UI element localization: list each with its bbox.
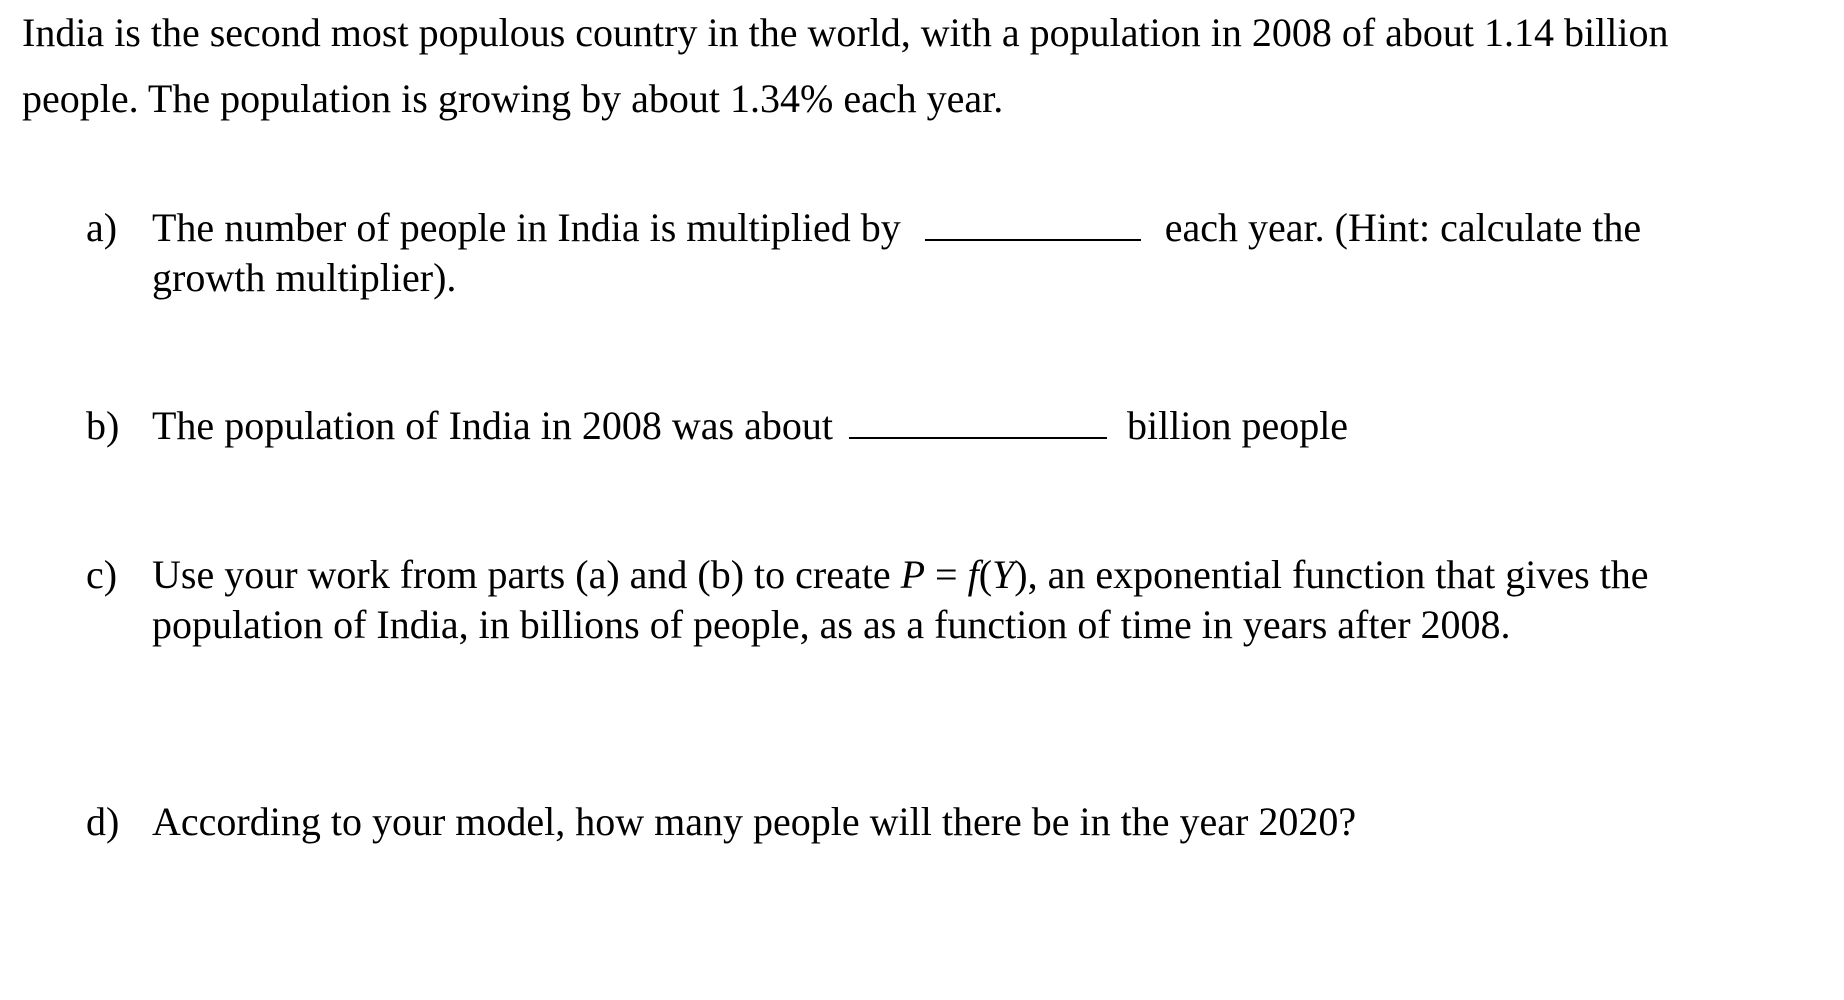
variable-p: P	[900, 552, 926, 597]
function-f: f	[967, 552, 979, 597]
paren-open: (	[978, 552, 993, 597]
question-b-text-after: billion people	[1126, 403, 1349, 448]
question-a-text-before: The number of people in India is multiplied by	[152, 205, 901, 250]
question-c-label: c)	[86, 552, 118, 597]
question-c-text-after: , an exponential function that gives the	[1027, 552, 1649, 597]
paren-close: )	[1014, 552, 1028, 597]
intro-line-1: India is the second most populous country in the world, with a population in 2008 of about 1.14 billion	[22, 10, 1669, 55]
intro-line-2: people. The population is growing by about 1.34% each year.	[22, 76, 1004, 121]
question-c-text-before: Use your work from parts (a) and (b) to create	[152, 552, 891, 597]
answer-blank-b[interactable]	[849, 407, 1107, 439]
question-d-text: According to your model, how many people will there be in the year 2020?	[152, 799, 1357, 844]
problem-intro	[22, 0, 1822, 132]
variable-y: Y	[992, 552, 1015, 597]
question-a-label: a)	[86, 205, 118, 250]
question-b-label: b)	[86, 403, 120, 448]
question-b-text-before: The population of India in 2008 was about	[152, 403, 833, 448]
answer-blank-a[interactable]	[925, 209, 1141, 241]
equals-sign: =	[925, 552, 968, 597]
question-a-line-2: growth multiplier).	[152, 255, 457, 300]
question-d-label: d)	[86, 799, 120, 844]
question-a-text-after: each year. (Hint: calculate the	[1164, 205, 1642, 250]
question-c-line-2: population of India, in billions of people, as as a function of time in years after 2008.	[152, 602, 1511, 647]
